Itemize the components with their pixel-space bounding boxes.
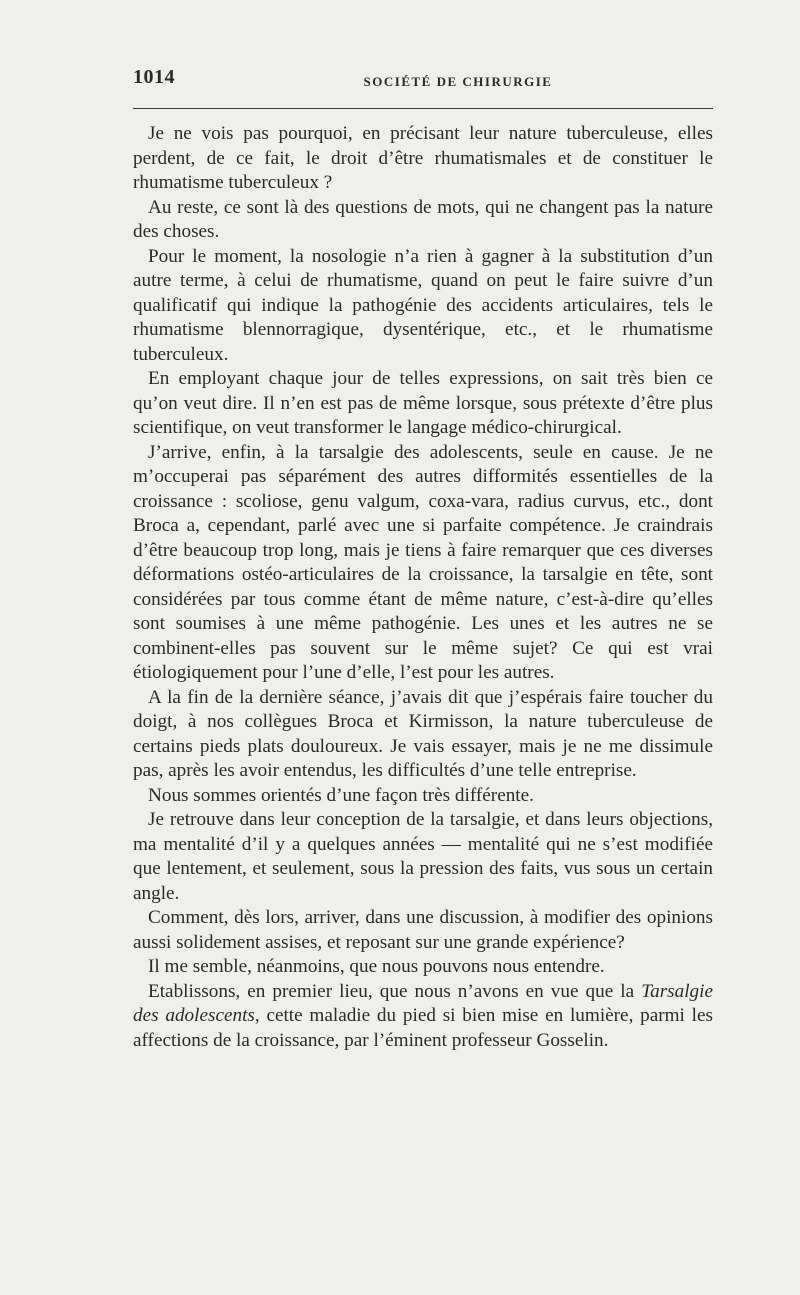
paragraph: Je ne vois pas pourquoi, en précisant leur nature tuberculeuse, elles perdent, de ce fait, le droit d’être rhumatismales et de constituer le rhumatisme tuberculeux ? — [133, 123, 713, 193]
paragraph — [133, 980, 713, 1054]
paragraph: Pour le moment, la nosologie n’a rien à gagner à la substitution d’un autre terme, à celui de rhumatisme, quand on peut le faire suivre d’un qualificatif qui indique la pathogénie des accidents articulaires, tels le rhumatisme blennorragique, dysentérique, etc., et le rhumatisme tuberculeux. — [133, 245, 713, 365]
paragraph: Je retrouve dans leur conception de la tarsalgie, et dans leurs objections, ma mentalité d’il y a quelques années — mentalité qui ne s’est modifiée que lentement, et seulement, sous la pression des faits, vus sous un certain angle. — [133, 809, 713, 904]
paragraph: J’arrive, enfin, à la tarsalgie des adolescents, seule en cause. Je ne m’occuperai pas séparément des autres difformités essentielles de la croissance : scoliose, genu valgum, coxa-vara, radius curvus, etc., dont Broca a, cependant, parlé avec une si parfaite compétence. Je craindrais d’être beaucoup trop long, mais je tiens à faire remarquer que ces diverses déformations ostéo-articulaires de la croissance, la tarsalgie en tête, sont considérées par tous comme étant de même nature, c’est-à-dire qu’elles sont soumises à une même pathogénie. Les unes et les autres ne se combinent-elles pas souvent sur le même sujet? Ce qui est vrai étiologiquement pour l’une d’elle, l’est pour les autres. — [133, 441, 713, 683]
paragraph-text: Etablissons, en premier lieu, que nous n’avons en vue que la — [148, 980, 642, 1002]
body-text — [133, 122, 713, 1053]
paragraph: Nous sommes orientés d’une façon très différente. — [148, 784, 534, 806]
paragraph: En employant chaque jour de telles expressions, on sait très bien ce qu’on veut dire. Il n’en est pas de même lorsque, sous prétexte d’être plus scientifique, on veut transformer le langage médico-chirurgical. — [133, 368, 713, 438]
paragraph: Comment, dès lors, arriver, dans une discussion, à modifier des opinions aussi solidement assises, et reposant sur une grande expérience? — [133, 907, 713, 953]
paragraph-text: , cette maladie du pied si bien mise en lumière, parmi les affections de la croissance, par l’éminent professeur Gosselin. — [133, 1005, 713, 1051]
italic-term: Tarsalgie des adolescents — [133, 980, 713, 1026]
page-header — [133, 66, 713, 100]
header-rule — [133, 108, 713, 109]
page-number: 1014 — [133, 66, 175, 88]
paragraph: A la fin de la dernière séance, j’avais dit que j’espérais faire toucher du doigt, à nos collègues Broca et Kirmisson, la nature tuberculeuse de certains pieds plats douloureux. Je vais essayer, mais je ne me dissimule pas, après les avoir entendus, les difficultés d’une telle entreprise. — [133, 686, 713, 781]
running-title: SOCIÉTÉ DE CHIRURGIE — [363, 74, 553, 89]
paragraph: Il me semble, néanmoins, que nous pouvons nous entendre. — [148, 956, 605, 977]
paragraph: Au reste, ce sont là des questions de mots, qui ne changent pas la nature des choses. — [133, 196, 713, 242]
